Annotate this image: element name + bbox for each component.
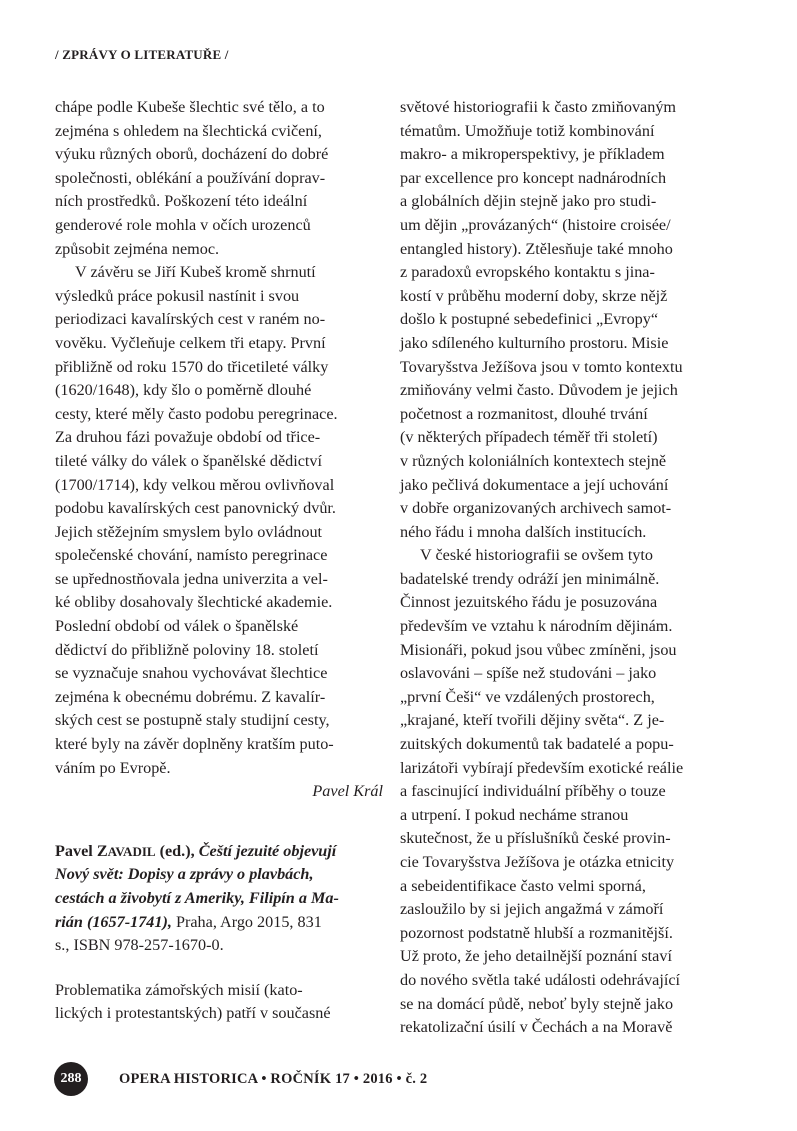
text-line: rekatolizační úsilí v Čechách a na Moravě [400,1018,673,1037]
text-line: kostí v průběhu moderní doby, skrze nějž [400,286,668,305]
text-line: tématům. Umožňuje totiž kombinování [400,121,655,140]
left-column [55,96,383,1026]
text-line: Za druhou fázi považuje období od třice- [55,428,321,447]
text-line: pozornost podstatně hlubší a rozmanitější. [400,923,673,942]
paragraph-intro [55,979,383,1026]
text-line: tileté války do válek o španělské dědictví [55,451,323,470]
text-line: se upřednostňovala jedna univerzita a vel- [55,569,328,588]
text-line: početnost a rozmanitost, dlouhé trvání [400,404,648,423]
text-line: způsobit zejména nemoc. [55,239,220,258]
text-line: lických i protestantských) patří v současné [55,1004,331,1023]
text-line: V závěru se Jiří Kubeš kromě shrnutí [75,263,316,282]
citation-title: cestách a živobytí z Ameriky, Filipín a Ma- [55,889,339,907]
text-line: „krajané, kteří tvořili dějiny světa“. Z je- [400,711,665,730]
text-line: Misionáři, pokud jsou vůbec zmíněni, jsou [400,640,677,659]
text-line: (1700/1714), kdy velkou měrou ovlivňoval [55,475,335,494]
paragraph-continuation [55,96,383,261]
text-line: (v některých případech téměř tři století) [400,428,658,447]
text-line: výsledků práce pokusil nastínit i svou [55,286,300,305]
paragraph-czech-historiography [400,544,728,1039]
text-line: oslavováni – spíše než studováni – jako [400,664,657,683]
text-line: společnosti, oblékání a používání doprav- [55,168,326,187]
text-line: Činnost jezuitského řádu je posuzována [400,593,658,612]
text-line: podobu kavalírských cest panovnický dvůr. [55,499,336,518]
section-header: / ZPRÁVY O LITERATUŘE / [55,47,229,62]
text-line: badatelské trendy odráží jen minimálně. [400,569,660,588]
citation-author-rest: AVADIL [107,843,156,859]
text-line: především ve vztahu k národním dějinám. [400,617,673,636]
text-line: společenské chování, namísto peregrinace [55,546,328,565]
text-line: skutečnost, že u příslušníků české provin- [400,829,671,848]
text-line: par excellence pro koncept nadnárodních [400,168,667,187]
citation-title: rián (1657-1741), [55,912,172,931]
text-line: ních prostředků. Poškození této ideální [55,192,308,211]
text-line: v různých koloniálních kontextech stejně [400,451,667,470]
paragraph-periodization [55,261,383,780]
text-line: vověku. Vyčleňuje celkem tři etapy. První [55,333,326,352]
text-line: zmiňovány velmi často. Důvodem je jejich [400,381,678,400]
text-line: ké obliby dosahovaly šlechtické akademie. [55,593,333,612]
text-line: ného řádu i mnoha dalších institucích. [400,522,647,541]
text-line: přibližně od roku 1570 do třicetileté války [55,357,329,376]
text-line: a fascinující individuální příběhy o touze [400,782,666,801]
text-line: entangled history). Ztělesňuje také mnoho [400,239,673,258]
text-line: periodizaci kavalírských cest v raném no- [55,310,326,329]
text-line: cie Tovaryšstva Ježíšova je otázka etnicity [400,853,675,871]
text-line: chápe podle Kubeše šlechtic své tělo, a to [55,98,325,116]
text-line: dědictví do přibližně poloviny 18. století [55,640,319,659]
review-signature: Pavel Král [312,782,383,801]
text-line: jako pečlivá dokumentace a její uchování [400,475,669,494]
text-line: se vyznačuje snahou vychovávat šlechtice [55,664,328,683]
page-number-badge [54,1062,88,1096]
text-line: z paradoxů evropského kontaktu s jina- [400,263,655,282]
text-line: se na domácí půdě, neboť byly stejně jako [400,994,674,1013]
text-line: zejména s ohledem na šlechtická cvičení, [55,121,322,140]
text-line: a globálních dějin stejně jako pro studi- [400,192,657,211]
citation-author-initial: Z [96,841,108,860]
text-line: váním po Evropě. [55,758,171,777]
text-line: zasloužilo by si jejich angažmá v zámoří [400,900,664,919]
text-line: „první Češi“ ve vzdálených prostorech, [400,687,655,706]
text-line: světové historiografii k často zmiňovaným [400,98,677,116]
text-line: larizátoři vybírají především exotické reálie [400,758,684,777]
citation-isbn: s., ISBN 978-257-1670-0. [55,936,224,955]
citation-title: Čeští jezuité objevují [198,841,337,860]
text-line: V české historiografii se ovšem tyto [420,546,654,565]
text-line: cesty, které měly často podobu peregrinace. [55,404,338,423]
citation-editor-note: (ed.), [155,841,199,860]
page-footer [54,1062,427,1096]
right-column [400,96,728,1040]
text-line: došlo k postupné sebedefinici „Evropy“ [400,310,659,329]
journal-title: OPERA HISTORICA • ROČNÍK 17 • 2016 • č. 2 [119,1070,428,1087]
text-line: Jejich stěžejním smyslem bylo ovládnout [55,522,323,541]
text-line: makro- a mikroperspektivy, je příkladem [400,145,665,164]
text-line: a utrpení. I pokud necháme stranou [400,805,629,824]
text-line: zejména k obecnému dobrému. Z kavalír- [55,687,326,706]
text-line: jako sdíleného kulturního prostoru. Misie [400,333,669,352]
text-line: Už proto, že jeho detailnější poznání staví [400,947,672,966]
citation-author-first: Pavel [55,841,97,860]
page-number: 288 [60,1071,82,1086]
text-line: Poslední období od válek o španělské [55,617,299,636]
text-line: Problematika zámořských misií (kato- [55,980,303,999]
text-line: a sebeidentifikace často velmi sporná, [400,876,646,895]
text-line: výuku různých oborů, docházení do dobré [55,145,329,164]
text-line: genderové role mohla v očích urozenců [55,215,311,234]
text-line: v dobře organizovaných archivech samot- [400,499,672,518]
citation-title: Nový svět: Dopisy a zprávy o plavbách, [55,865,314,884]
text-line: do nového světla také události odehrávající [400,970,681,989]
text-line: které byly na závěr doplněny kratším puto- [55,735,334,754]
paragraph-historiography [400,96,728,544]
text-line: ských cest se postupně staly studijní cesty, [55,711,330,730]
review-citation [55,840,383,958]
citation-publisher: Praha, Argo 2015, 831 [171,912,322,931]
text-line: Tovaryšstva Ježíšova jsou v tomto kontextu [400,357,683,376]
text-line: zuitských dokumentů tak badatelé a popu- [400,735,674,754]
text-line: um dějin „provázaných“ (histoire croisée/ [400,215,671,234]
text-line: (1620/1648), kdy šlo o poměrně dlouhé [55,381,312,400]
